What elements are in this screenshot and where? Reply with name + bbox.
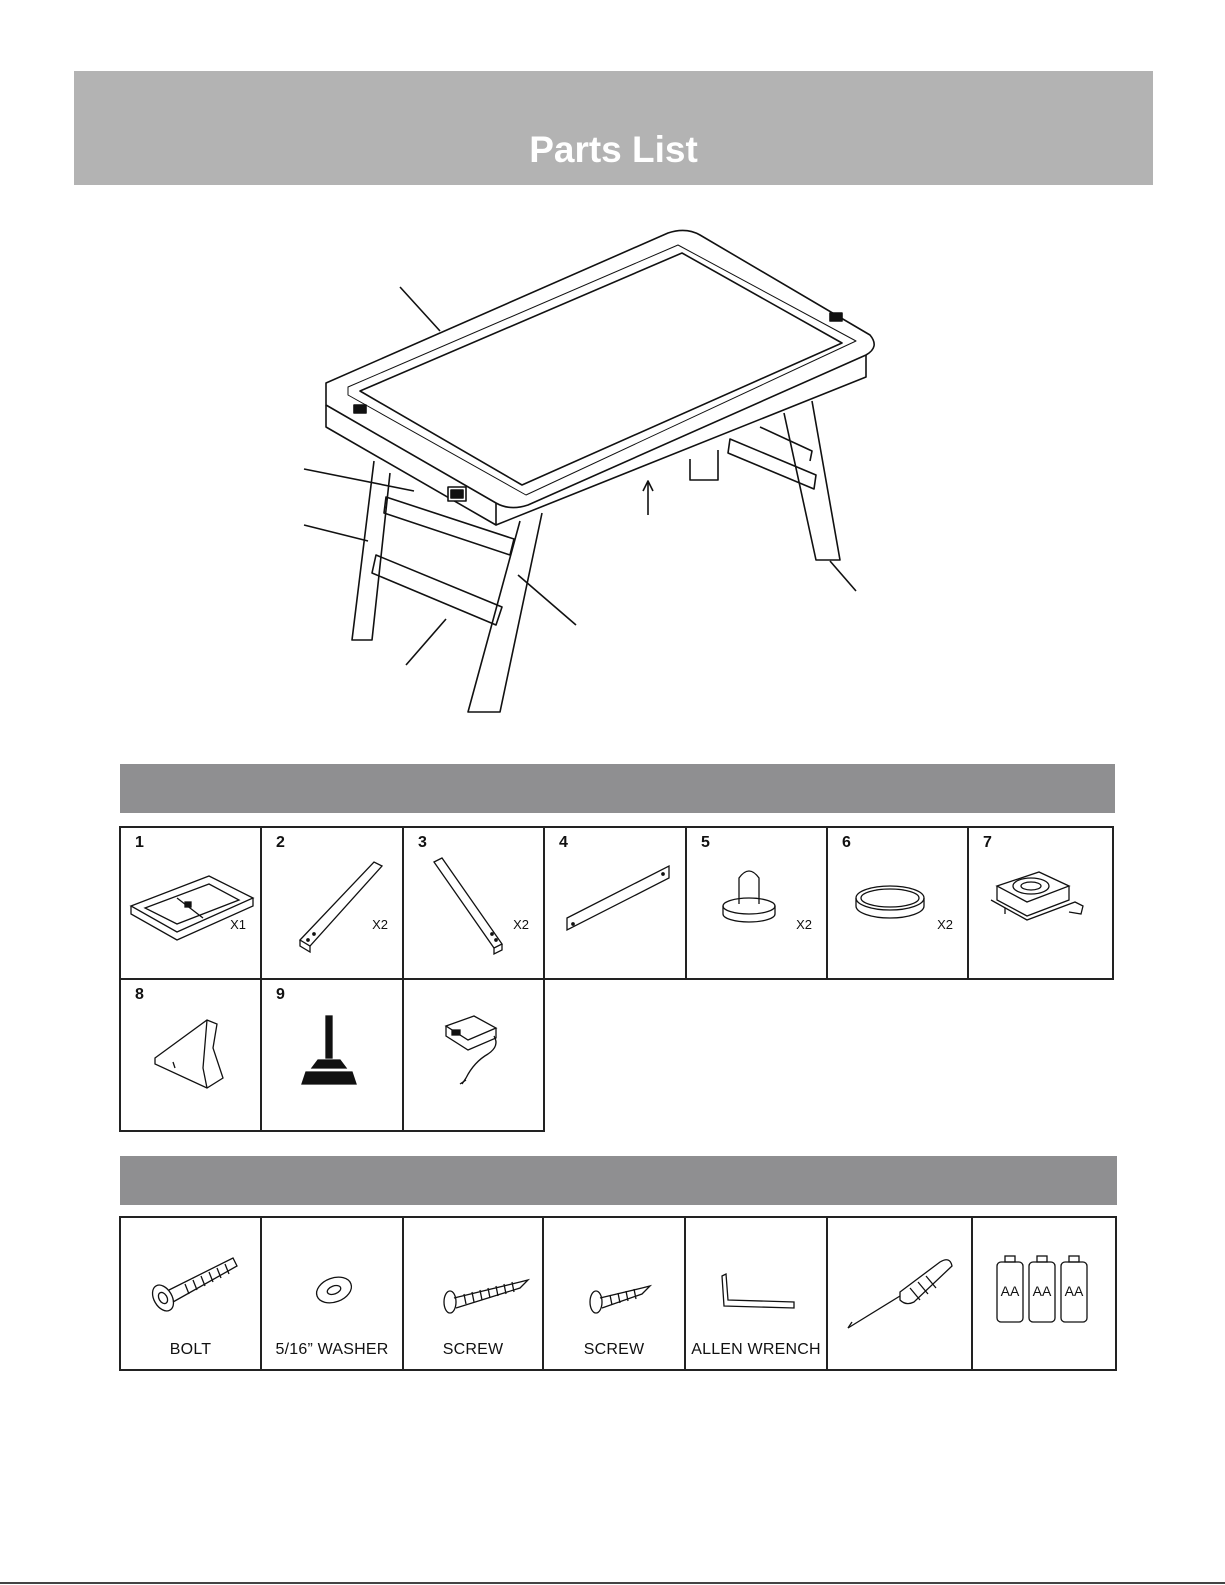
part-cell-7: [967, 826, 1114, 980]
hardware-cell-long-screw: [402, 1216, 544, 1371]
battery-label: AA: [1064, 1283, 1084, 1299]
crossbar-icon: [545, 828, 689, 982]
part-cell-4: [543, 826, 687, 980]
part-cell-6: [826, 826, 969, 980]
leg-icon: [262, 828, 406, 982]
part-quantity: X2: [372, 917, 388, 932]
part-cell-1: [119, 826, 262, 980]
striker-icon: [687, 828, 830, 982]
part-cell-2: [260, 826, 404, 980]
aa-batteries-icon: [973, 1218, 1119, 1373]
leveler-foot-icon: [262, 980, 406, 1134]
screwdriver-icon: [828, 1218, 975, 1373]
hardware-label: SCREW: [442, 1341, 504, 1358]
hardware-cell-bolt: [119, 1216, 262, 1371]
battery-label: AA: [1000, 1283, 1020, 1299]
hardware-section-bar: [120, 1156, 1117, 1205]
part-quantity: X2: [937, 917, 953, 932]
table-top-icon: [121, 828, 264, 982]
part-cell-5: [685, 826, 828, 980]
hardware-cell-batteries: [971, 1216, 1117, 1371]
hardware-label: ALLEN WRENCH: [691, 1341, 821, 1358]
hardware-label: SCREW: [583, 1341, 645, 1358]
parts-section-bar: [120, 764, 1115, 813]
part-number: 8: [135, 986, 144, 1003]
page-bottom-rule: [0, 1582, 1225, 1584]
part-cell-9: [260, 978, 404, 1132]
goal-tray-icon: [121, 980, 264, 1134]
part-quantity: X2: [513, 917, 529, 932]
hardware-cell-allen-wrench: [684, 1216, 828, 1371]
part-number: 1: [135, 834, 144, 851]
part-number: 4: [559, 834, 568, 851]
part-number: 7: [983, 834, 992, 851]
assembled-table-illustration: [290, 215, 890, 735]
part-quantity: X1: [230, 917, 246, 932]
hardware-label: BOLT: [169, 1341, 212, 1358]
part-cell-10: [402, 978, 545, 1132]
part-number: 9: [276, 986, 285, 1003]
header-banner: [74, 71, 1153, 185]
hardware-label: 5/16” WASHER: [275, 1341, 389, 1358]
part-number: 2: [276, 834, 285, 851]
part-quantity: X2: [796, 917, 812, 932]
hardware-cell-washer: [260, 1216, 404, 1371]
puck-icon: [828, 828, 971, 982]
hardware-cell-short-screw: [542, 1216, 686, 1371]
leg-icon: [404, 828, 547, 982]
part-cell-3: [402, 826, 545, 980]
battery-label: AA: [1032, 1283, 1052, 1299]
part-number: 3: [418, 834, 427, 851]
hardware-cell-screwdriver: [826, 1216, 973, 1371]
blower-fan-icon: [969, 828, 1116, 982]
page-title: Parts List: [529, 129, 698, 170]
part-cell-8: [119, 978, 262, 1132]
part-number: 5: [701, 834, 710, 851]
power-adapter-icon: [404, 980, 547, 1134]
part-number: 6: [842, 834, 851, 851]
